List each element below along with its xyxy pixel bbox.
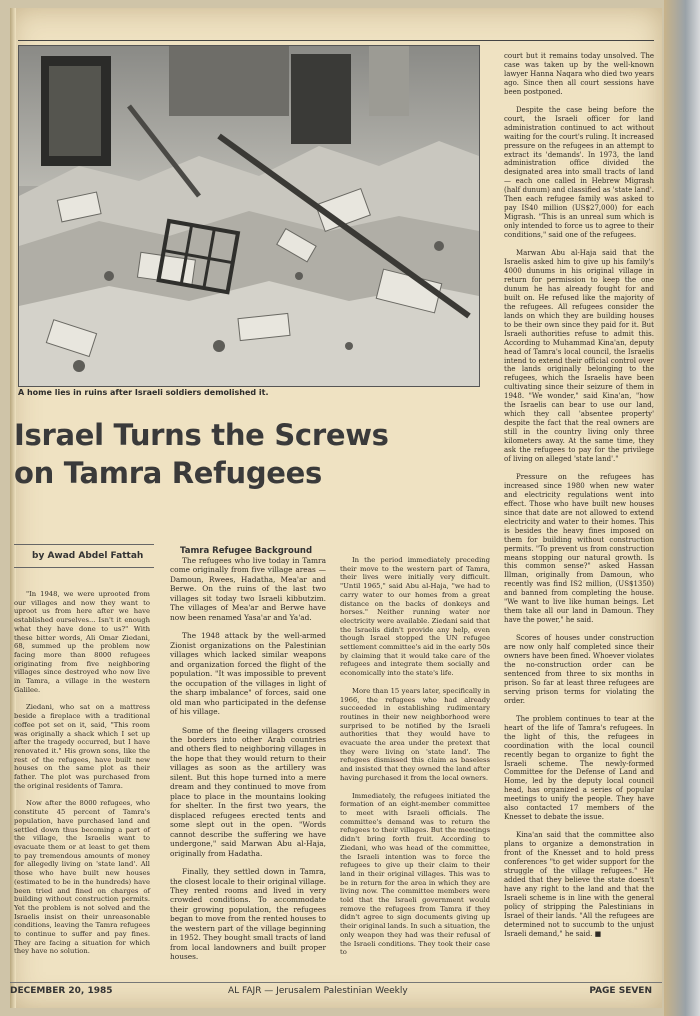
byline: by Awad Abdel Fattah xyxy=(14,544,154,568)
page-footer xyxy=(10,982,662,1001)
paragraph: The refugees who live today in Tamra come originally from five village areas — Damoun, Rwees, Hadatha, Mea'ar and Berwe. On the ruins of the last two villages sit today two Israeli kibbutzim. The villages of Mea'ar and Berwe have now been renamed Yasa'ar and Ya'ad. xyxy=(170,556,326,622)
paragraph: Ziedani, who sat on a mattress beside a fireplace with a traditional coffee pot set on it, said, "This room was originally a shack which I set up after the tragedy occurred, but I have renovated it." His grown sons, like the rest of the refugees, have built new houses on the same plot as their father. The plot was purchased from the original residents of Tamra. xyxy=(14,703,150,790)
newspaper-page xyxy=(10,8,662,1008)
paragraph: "In 1948, we were uprooted from our villages and now they want to uproot us from here after we have established ourselves... Isn't it enough what they have done to us?" With these bitter words, Ali Omar Ziedani, 68, summed up the problem now facing more than 8000 refugees originating from five neighboring villages since destroyed who now live in Tamra, a village in the western Galilee. xyxy=(14,590,150,694)
paragraph: Kina'an said that the committee also plans to organize a demonstration in front of the Knesset and to hold press conferences "to get wider support for the struggle of the village refugees." He added that they believe the state doesn't have any right to the land and that the Israeli scheme is in line with the general policy of stripping the Palestinians in Israel of their lands. "All the refugees are determined not to succumb to the unjust Israeli demand," he said. ■ xyxy=(504,831,654,938)
adjacent-page-edge xyxy=(664,0,700,1016)
paragraph: court but it remains today unsolved. The case was taken up by the well-known lawyer Hanna Naqara who died two years ago. Since then all court sessions have been postponed. xyxy=(504,52,654,96)
footer-page-number: PAGE SEVEN xyxy=(589,986,652,996)
paragraph: Despite the case being before the court, the Israeli officer for land administration continued to act without waiting for the court's ruling. It increased pressure on the refugees in an attempt to extract its 'demands'. In 1973, the land administration office divided the designated area into small tracts of land — each one called in Hebrew Migrash (half dunum) and classified as 'state land'. Then each refugee family was asked to pay IS40 million (US$27,000) for each Migrash. "This is an unreal sum which is only intended to force us to agree to their conditions," said one of the refugees. xyxy=(504,105,654,240)
column-3 xyxy=(340,556,490,966)
top-rule xyxy=(18,40,654,41)
ruined-home-illustration xyxy=(19,46,479,386)
headline-line-2: on Tamra Refugees xyxy=(14,456,322,490)
paragraph: Scores of houses under construction are now only half completed since their owners have been fined. Whoever violates the no-construction order can be sentenced from three to six months in prison. So far at least three refugees are serving prison terms for violating the order. xyxy=(504,634,654,705)
footer-date: DECEMBER 20, 1985 xyxy=(10,986,113,996)
photo-caption: A home lies in ruins after Israeli soldiers demolished it. xyxy=(18,388,269,397)
paragraph: Pressure on the refugees has increased since 1980 when new water and electricity regulations went into effect. Those who have built new houses since that date are not allowed to extend electricity and water to their homes. This is besides the heavy fines imposed on them for building without construction permits. "To prevent us from construction means stopping our natural growth. Is this common sense?" asked Hassan Illman, originally from Damoun, who recently was find IS2 million, (US$1350) and banned from completing the house. "We want to live like human beings. Let them take all our land in Damoun. They have the power," he said. xyxy=(504,472,654,625)
paragraph: The 1948 attack by the well-armed Zionist organizations on the Palestinian villages which lacked similar weapons and organization forced the flight of the population. "It was impossible to prevent the occupation of the villages in light of the sharp imbalance" of forces, said one old man who participated in the defense of his village. xyxy=(170,631,326,717)
ruined-home-photo xyxy=(18,45,480,387)
paragraph: The problem continues to tear at the heart of the life of Tamra's refugees. In the light of this, the refugees in coordination with the local council recently began to organize to fight the Israeli scheme. The newly-formed Committee for the Defense of Land and Home, led by the deputy local council head, has organized a series of popular meetings to unify the people. They have also contacted 17 members of the Knesset to debate the issue. xyxy=(504,714,654,822)
paragraph: Marwan Abu al-Haja said that the Israelis asked him to give up his family's 4000 dunums in his original village in return for permission to keep the one dunum he has already fought for and built on. He refused like the majority of the refugees. All refugees consider the lands on which they are building houses to be their own since they paid for it. But Israeli authorities refuse to admit this. According to Muhammad Kina'an, deputy head of Tamra's local council, the Israelis intend to extend their official control over the lands originally belonging to the refugees, which the Israelis have been cultivating since their seizure of them in 1948. "We wonder," said Kina'an, "how the Israelis can bear to use our land, which they call 'absentee property' despite the fact that the real owners are still in the country living only three kilometers away. At the same time, they ask the refugees to pay for the privilege of living on alleged 'state land'." xyxy=(504,249,654,463)
paragraph: Some of the fleeing villagers crossed the borders into other Arab countries and others fled to neighboring villages in the hope that they would return to their villages as soon as the artillery was silent. But this hope turned into a mere dream and they continued to move from place to place in the mountains looking for shelter. In the first two years, the displaced refugees erected tents and some slept out in the open. "Words cannot describe the suffering we have undergone," said Marwan Abu al-Haja, originally from Hadatha. xyxy=(170,725,326,858)
paragraph: Finally, they settled down in Tamra, the closest locale to their original village. They rented rooms and lived in very crowded conditions. To accommodate their growing population, the refugees began to move from the rented houses to the western part of the village beginning in 1952. They bought small tracts of land from local landowners and built proper houses. xyxy=(170,867,326,962)
column-1 xyxy=(14,590,150,965)
column-2 xyxy=(170,556,326,971)
paragraph: More than 15 years later, specifically in 1966, the refugees who had already succeeded in establishing rudimentary routines in their new neighborhood were surprised to be notified by the Israeli authorities that they would have to evacuate the area under the pretext that they were living on 'state land'. The refugees dismissed this claim as baseless and insisted that they owned the land after having purchased it from the local owners. xyxy=(340,686,490,782)
paragraph: Immediately, the refugees initiated the formation of an eight-member committee to meet with Israeli officials. The committee's demand was to return the refugees to their villages. But the meetings didn't bring forth fruit. According to Ziedani, who was head of the committee, the Israeli intention was to force the refugees to give up their claim to their land in their original villages. This was to be in return for the area in which they are living now. The committee members were told that the Israeli government would remove the refugees from Tamra if they didn't agree to sign documents giving up their original lands. In such a situation, the only weapon they had was their refusal of the Israeli conditions. They took their case to xyxy=(340,791,490,957)
article-headline xyxy=(14,416,484,492)
section-subhead: Tamra Refugee Background xyxy=(180,546,313,556)
paragraph: In the period immediately preceding their move to the western part of Tamra, their lives were initially very difficult. "Until 1965," said Abu al-Haja, "we had to carry water to our homes from a great distance on the backs of donkeys and horses." Neither running water nor electricity were available. Ziedani said that the Israelis didn't provide any help, even though Israel stopped the UN refugee settlement committee's aid in the early 50s by claiming that it would take care of the refugees and integrate them socially and economically into the state's life. xyxy=(340,556,490,678)
paragraph: Now after the 8000 refugees, who constitute 45 percent of Tamra's population, have purchased land and settled down thus becoming a part of the village, the Israelis want to evacuate them or at least to get them to pay tremendous amounts of money for allegedly living on 'state land'. All those who have built new houses (estimated to be in the hundreds) have been tried and fined on charges of building without construction permits. Yet the problem is not solved and the Israelis insist on their unreasonable conditions, leaving the Tamra refugees to continue to suffer and pay fines. They are facing a situation for which they have no solution. xyxy=(14,799,150,956)
footer-publication: AL FAJR — Jerusalem Palestinian Weekly xyxy=(228,986,408,996)
column-4 xyxy=(504,52,654,948)
headline-line-1: Israel Turns the Screws xyxy=(14,418,389,452)
